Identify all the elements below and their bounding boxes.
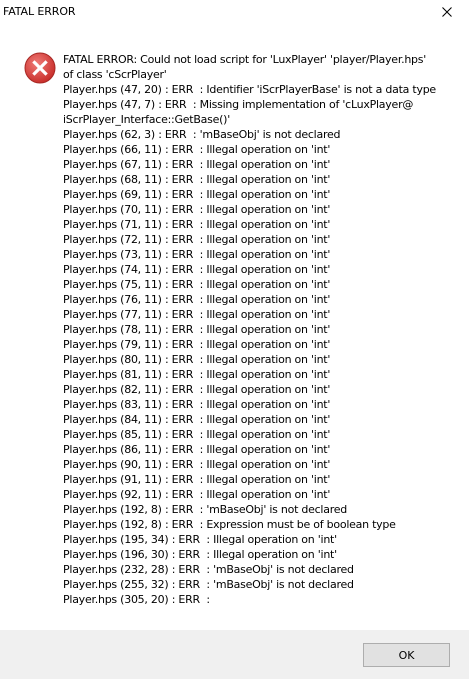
message-line: Player.hps (62, 3) : ERR : 'mBaseObj' is not declared <box>63 128 341 141</box>
message-line: Player.hps (92, 11) : ERR : Illegal operation on 'int' <box>63 488 331 501</box>
message-line: Player.hps (69, 11) : ERR : Illegal operation on 'int' <box>63 188 331 201</box>
error-icon <box>24 52 56 84</box>
message-line: Player.hps (196, 30) : ERR : Illegal operation on 'int' <box>63 548 337 561</box>
message-line: Player.hps (79, 11) : ERR : Illegal operation on 'int' <box>63 338 331 351</box>
message-line: Player.hps (47, 7) : ERR : Missing implementation of 'cLuxPlayer@ <box>63 98 414 111</box>
message-line: Player.hps (85, 11) : ERR : Illegal operation on 'int' <box>63 428 331 441</box>
message-line: Player.hps (81, 11) : ERR : Illegal operation on 'int' <box>63 368 331 381</box>
message-line: Player.hps (192, 8) : ERR : Expression must be of boolean type <box>63 518 396 531</box>
message-line: Player.hps (77, 11) : ERR : Illegal operation on 'int' <box>63 308 331 321</box>
message-line: Player.hps (305, 20) : ERR : <box>63 593 210 606</box>
close-icon <box>442 7 452 17</box>
message-line: Player.hps (72, 11) : ERR : Illegal operation on 'int' <box>63 233 331 246</box>
message-line: Player.hps (78, 11) : ERR : Illegal operation on 'int' <box>63 323 331 336</box>
error-message <box>63 52 461 607</box>
message-line: Player.hps (83, 11) : ERR : Illegal operation on 'int' <box>63 398 331 411</box>
message-line: FATAL ERROR: Could not load script for 'LuxPlayer' 'player/Player.hps' <box>63 53 427 66</box>
message-line: Player.hps (90, 11) : ERR : Illegal operation on 'int' <box>63 458 331 471</box>
message-line: Player.hps (47, 20) : ERR : Identifier 'iScrPlayerBase' is not a data type <box>63 83 436 96</box>
message-line: Player.hps (192, 8) : ERR : 'mBaseObj' is not declared <box>63 503 348 516</box>
message-line: of class 'cScrPlayer' <box>63 68 167 81</box>
ok-button[interactable]: OK <box>363 643 450 667</box>
message-line: Player.hps (70, 11) : ERR : Illegal operation on 'int' <box>63 203 331 216</box>
message-line: Player.hps (232, 28) : ERR : 'mBaseObj' is not declared <box>63 563 354 576</box>
message-line: Player.hps (74, 11) : ERR : Illegal operation on 'int' <box>63 263 331 276</box>
message-line: Player.hps (73, 11) : ERR : Illegal operation on 'int' <box>63 248 331 261</box>
message-line: Player.hps (195, 34) : ERR : Illegal operation on 'int' <box>63 533 337 546</box>
title-bar <box>0 0 469 24</box>
message-line: Player.hps (255, 32) : ERR : 'mBaseObj' is not declared <box>63 578 354 591</box>
close-button[interactable] <box>425 0 469 24</box>
message-line: Player.hps (67, 11) : ERR : Illegal operation on 'int' <box>63 158 331 171</box>
message-line: Player.hps (76, 11) : ERR : Illegal operation on 'int' <box>63 293 331 306</box>
message-line: Player.hps (86, 11) : ERR : Illegal operation on 'int' <box>63 443 331 456</box>
message-line: iScrPlayer_Interface::GetBase()' <box>63 113 230 126</box>
message-line: Player.hps (75, 11) : ERR : Illegal operation on 'int' <box>63 278 331 291</box>
message-line: Player.hps (68, 11) : ERR : Illegal operation on 'int' <box>63 173 331 186</box>
message-line: Player.hps (80, 11) : ERR : Illegal operation on 'int' <box>63 353 331 366</box>
message-line: Player.hps (71, 11) : ERR : Illegal operation on 'int' <box>63 218 331 231</box>
window-title: FATAL ERROR <box>3 5 76 18</box>
message-line: Player.hps (66, 11) : ERR : Illegal operation on 'int' <box>63 143 331 156</box>
message-line: Player.hps (82, 11) : ERR : Illegal operation on 'int' <box>63 383 331 396</box>
message-line: Player.hps (84, 11) : ERR : Illegal operation on 'int' <box>63 413 331 426</box>
message-line: Player.hps (91, 11) : ERR : Illegal operation on 'int' <box>63 473 331 486</box>
